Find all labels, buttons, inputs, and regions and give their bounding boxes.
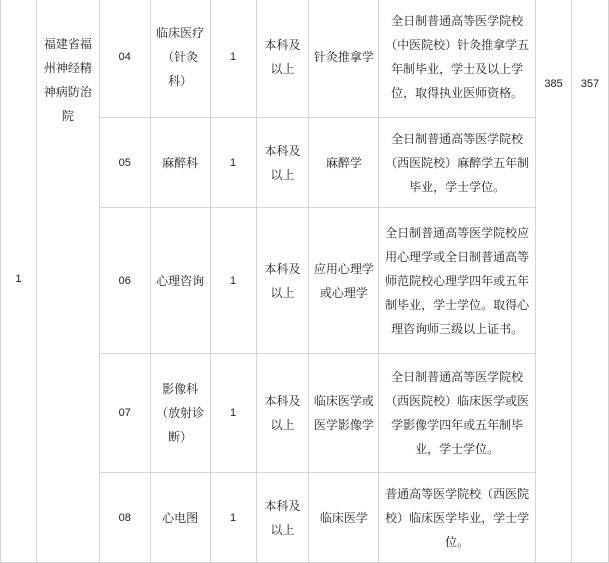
education-level: 本科及以上 xyxy=(256,118,309,208)
position-code: 07 xyxy=(99,354,150,473)
position-count: 1 xyxy=(210,208,256,354)
education-level: 本科及以上 xyxy=(256,354,309,473)
row-index: 1 xyxy=(1,0,37,563)
major: 临床医学 xyxy=(309,473,379,563)
major: 应用心理学或心理学 xyxy=(309,208,379,354)
major: 麻醉学 xyxy=(309,118,379,208)
position-count: 1 xyxy=(210,473,256,563)
position-name: 临床医疗（针灸科） xyxy=(150,0,210,118)
education-level: 本科及以上 xyxy=(256,208,309,354)
education-level: 本科及以上 xyxy=(256,0,309,118)
table-row xyxy=(1,0,609,118)
position-count: 1 xyxy=(210,0,256,118)
score-a: 385 xyxy=(536,0,572,563)
education-level: 本科及以上 xyxy=(256,473,309,563)
requirement: 普通高等医学院校（西医院校）临床医学毕业，学士学位。 xyxy=(379,473,536,563)
position-name: 心理咨询 xyxy=(150,208,210,354)
position-count: 1 xyxy=(210,118,256,208)
position-name: 麻醉科 xyxy=(150,118,210,208)
position-code: 08 xyxy=(99,473,150,563)
position-code: 05 xyxy=(99,118,150,208)
requirement: 全日制普通高等医学院校（西医院校）临床医学或医学影像学四年或五年制毕业，学士学位。 xyxy=(379,354,536,473)
position-name: 影像科（放射诊断） xyxy=(150,354,210,473)
position-code: 06 xyxy=(99,208,150,354)
position-code: 04 xyxy=(99,0,150,118)
position-name: 心电图 xyxy=(150,473,210,563)
requirement: 全日制普通高等医学院校（西医院校）麻醉学五年制毕业，学士学位。 xyxy=(379,118,536,208)
unit-name: 福建省福州神经精神病防治院 xyxy=(36,0,99,563)
position-count: 1 xyxy=(210,354,256,473)
requirement: 全日制普通高等医学院校（中医院校）针灸推拿学五年制毕业，学士及以上学位，取得执业医师资格。 xyxy=(379,0,536,118)
major: 针灸推拿学 xyxy=(309,0,379,118)
requirement: 全日制普通高等医学院校应用心理学或全日制普通高等师范院校心理学四年或五年制毕业，学士学位。取得心理咨询师三级以上证书。 xyxy=(379,208,536,354)
major: 临床医学或医学影像学 xyxy=(309,354,379,473)
score-b: 357 xyxy=(571,0,608,563)
